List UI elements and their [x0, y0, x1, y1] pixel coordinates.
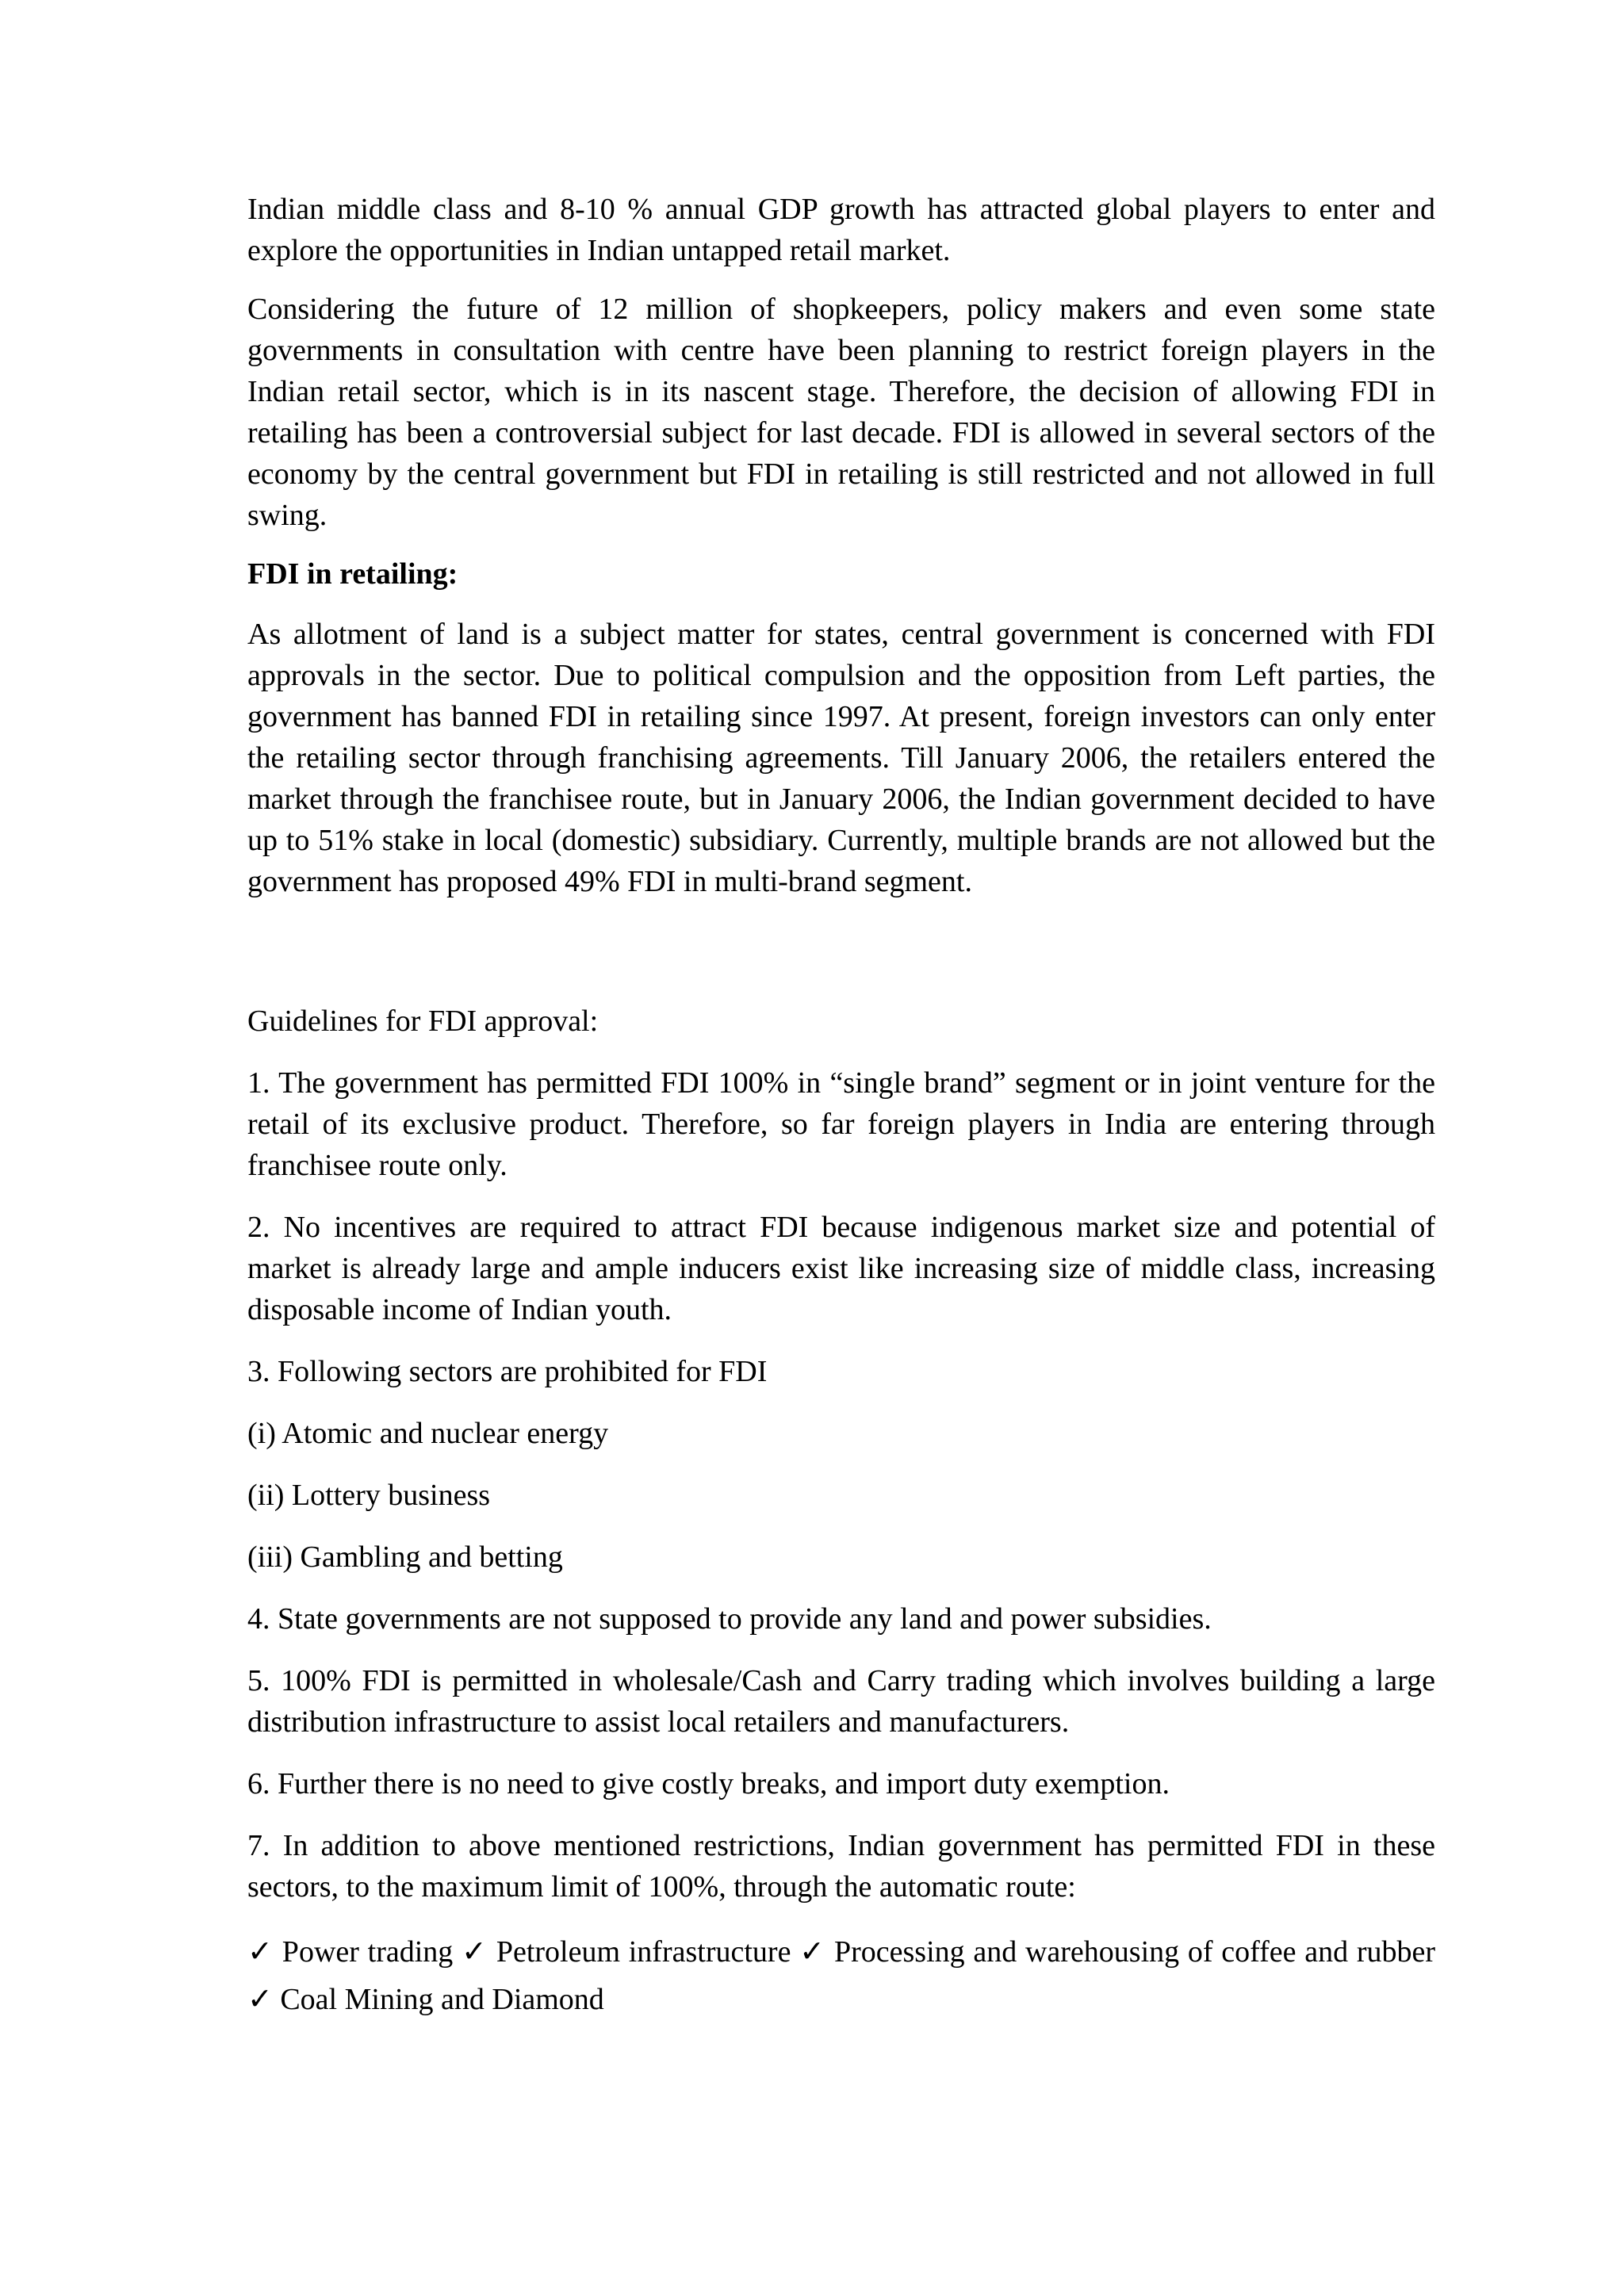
guidelines-title: Guidelines for FDI approval: — [247, 1004, 599, 1038]
automatic-route-sectors: ✓ Power trading ✓ Petroleum infrastructure ✓ Processing and warehousing of coffee and rubber ✓ Coal Mining and Diamond — [247, 1935, 1435, 2016]
section-body-paragraph: As allotment of land is a subject matter for states, central government is concerned with FDI approvals in the sector. Due to political compulsion and the opposition from Left parties, the government has banned FDI in retailing since 1997. At present, foreign investors can only enter the retailing sector through franchising agreements. Till January 2006, the retailers entered the market through the franchisee route, but in January 2006, the Indian government decided to have up to 51% stake in local (domestic) subsidiary. Currently, multiple brands are not allowed but the government has proposed 49% FDI in multi-brand segment. — [247, 618, 1435, 898]
prohibited-sector-2: (ii) Lottery business — [247, 1479, 491, 1512]
intro-paragraph: Indian middle class and 8-10 % annual GDP growth has attracted global players to enter and explore the opportunities in Indian untapped retail market. — [247, 193, 1435, 267]
guideline-item-1: 1. The government has permitted FDI 100% in “single brand” segment or in joint venture for the retail of its exclusive product. Therefore, so far foreign players in India are entering through franchisee route only. — [247, 1066, 1435, 1182]
guideline-item-3: 3. Following sectors are prohibited for FDI — [247, 1355, 768, 1388]
guideline-item-2: 2. No incentives are required to attract FDI because indigenous market size and potential of market is already large and ample inducers exist like increasing size of middle class, increasing disposable income of Indian youth. — [247, 1211, 1435, 1326]
document-page — [247, 189, 1435, 2023]
guideline-item-7: 7. In addition to above mentioned restrictions, Indian government has permitted FDI in these sectors, to the maximum limit of 100%, through the automatic route: — [247, 1829, 1435, 1904]
guideline-item-6: 6. Further there is no need to give costly breaks, and import duty exemption. — [247, 1767, 1170, 1800]
shopkeepers-paragraph: Considering the future of 12 million of shopkeepers, policy makers and even some state governments in consultation with centre have been planning to restrict foreign players in the Indian retail sector, which is in its nascent stage. Therefore, the decision of allowing FDI in retailing has been a controversial subject for last decade. FDI is allowed in several sectors of the economy by the central government but FDI in retailing is still restricted and not allowed in full swing. — [247, 293, 1435, 532]
prohibited-sector-1: (i) Atomic and nuclear energy — [247, 1417, 609, 1450]
prohibited-sector-3: (iii) Gambling and betting — [247, 1540, 563, 1574]
guideline-item-5: 5. 100% FDI is permitted in wholesale/Cash and Carry trading which involves building a large distribution infrastructure to assist local retailers and manufacturers. — [247, 1664, 1435, 1739]
section-heading: FDI in retailing: — [247, 557, 458, 591]
guideline-item-4: 4. State governments are not supposed to provide any land and power subsidies. — [247, 1602, 1212, 1636]
